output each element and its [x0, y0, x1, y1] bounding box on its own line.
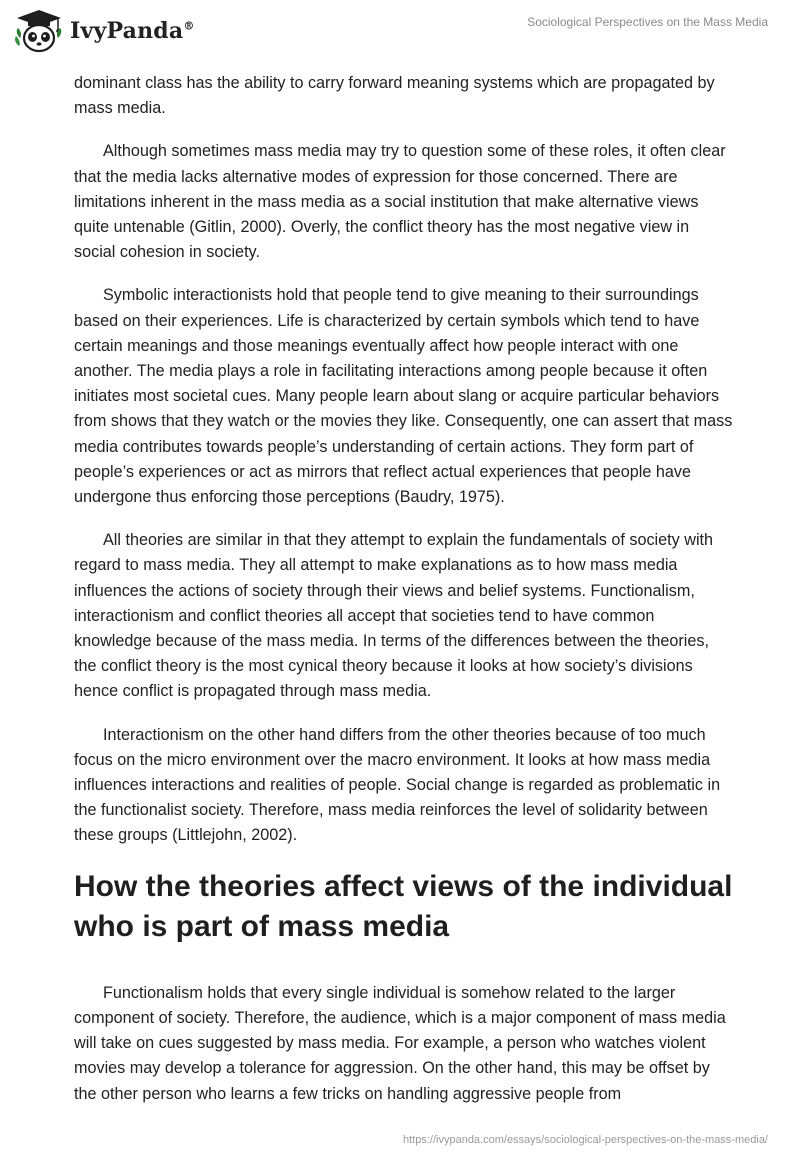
paragraph: Interactionism on the other hand differs from the other theories because of too much focus on the micro environment over the macro environment. It looks at how mass media influences interactions and realities of people. Social change is regarded as problematic in the functionalist society. Therefore, mass media reinforces the level of solidarity between these groups (Littlejohn, 2002). — [74, 725, 721, 845]
panda-graduate-icon — [14, 8, 64, 54]
ivypanda-logo[interactable] — [14, 8, 195, 54]
source-url[interactable]: https://ivypanda.com/essays/sociological-perspectives-on-the-mass-media/ — [403, 1134, 768, 1146]
paragraph: dominant class has the ability to carry forward meaning systems which are propagated by mass media. — [74, 74, 715, 118]
page-header — [0, 0, 800, 62]
paragraph: All theories are similar in that they attempt to explain the fundamentals of society with regard to mass media. They all attempt to make explanations as to how mass media influences the actions of society through their views and belief systems. Functionalism, interactionism and conflict theories all accept that societies tend to have common knowledge because of the mass media. In terms of the differences between the theories, the conflict theory is the most cynical theory because it looks at how society’s divisions hence conflict is propagated through mass media. — [74, 531, 714, 701]
paragraph: Although sometimes mass media may try to question some of these roles, it often clear that the media lacks alternative modes of expression for those concerned. There are limitations inherent in the mass media as a social institution that make alternative views quite untenable (Gitlin, 2000). Overly, the conflict theory has the most negative view in social cohesion in society. — [74, 142, 726, 262]
paragraph: Symbolic interactionists hold that people tend to give meaning to their surroundings based on their experiences. Life is characterized by certain symbols which tend to have certain meanings and those meanings eventually affect how people interact with one another. The media plays a role in facilitating interactions among people because it often initiates most societal cues. Many people learn about slang or acquire particular behaviors from shows that they watch or the movies they like. Consequently, one can assert that mass media contributes towards people’s understanding of certain actions. They form part of people’s experiences or act as mirrors that reflect actual experiences that people have undergone thus enforcing those perceptions (Baudry, 1975). — [74, 286, 733, 507]
brand-name: IvyPanda® — [70, 18, 195, 44]
essay-body — [74, 71, 734, 1125]
section-heading: How the theories affect views of the individual who is part of mass media — [74, 869, 733, 943]
paragraph: Functionalism holds that every single individual is somehow related to the larger component of society. Therefore, the audience, which is a major component of mass media will take on cues suggested by mass media. For example, a person who watches violent movies may develop a tolerance for aggression. On the other hand, this may be offset by the other person who learns a few tricks on handling aggressive people from — [74, 983, 726, 1103]
document-title: Sociological Perspectives on the Mass Media — [527, 15, 768, 29]
